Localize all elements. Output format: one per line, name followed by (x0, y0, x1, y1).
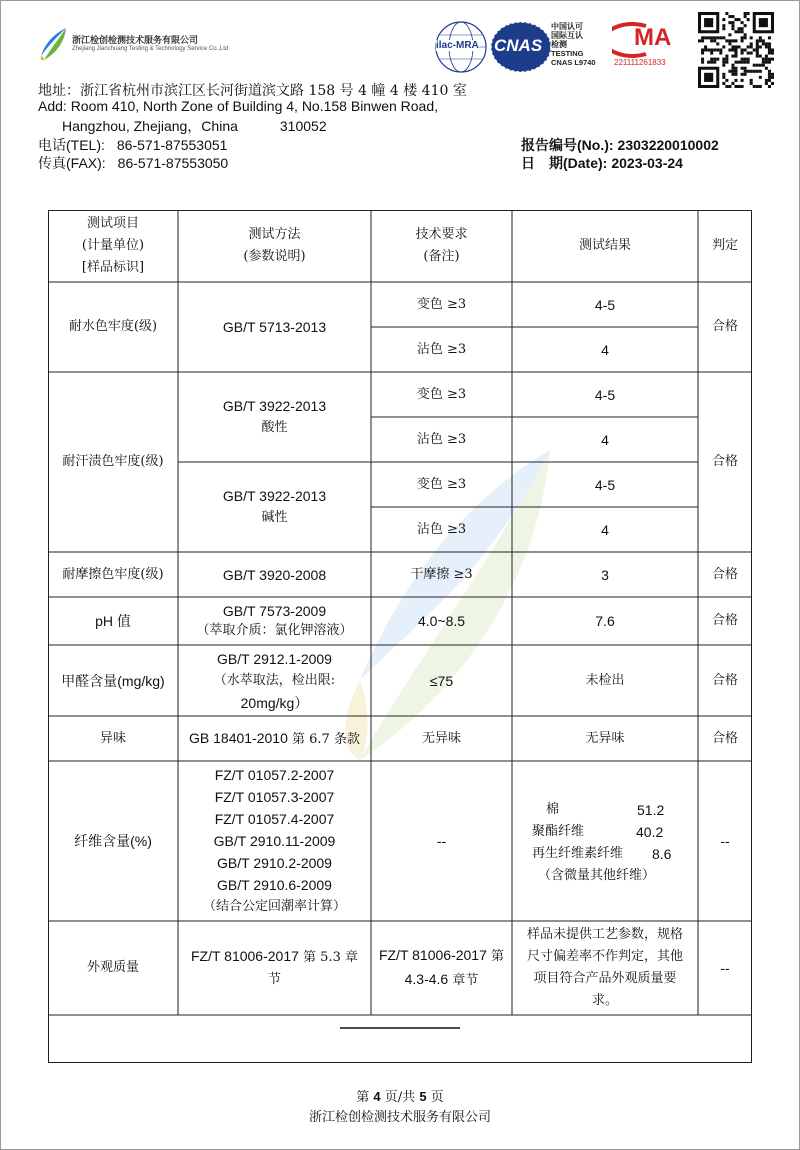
rub-item: 耐摩擦色牢度(级) (62, 566, 164, 582)
header-method-l1: 测试方法 (248, 227, 301, 242)
fiber-note: （含微量其他纤维） (538, 868, 656, 883)
ph-item (48, 597, 178, 645)
sweat-acid-result-2-text: 4 (601, 431, 609, 448)
fiber-verdict-text: -- (720, 833, 730, 849)
appearance-req-standard: FZ/T 81006-2017 (378, 947, 487, 963)
cnas-line-3: 检测 (551, 40, 567, 49)
rub-method-text: GB/T 3920-2008 (222, 566, 327, 583)
sweat-alkaline-req-2: 沾色 ≥3 (416, 521, 467, 537)
header-verdict: 判定 (711, 238, 738, 253)
fiber-comp-1-name: 棉 (546, 802, 560, 817)
report-number-label: 报告编号(No.): (521, 137, 614, 153)
report-date-value: 2023-03-24 (611, 155, 683, 171)
water-req-2: 沾色 ≥3 (416, 341, 467, 357)
fiber-comp-3-name: 再生纤维素纤维 (532, 846, 624, 861)
tel-line (38, 135, 227, 155)
water-result-2 (512, 327, 698, 372)
company-logo (38, 26, 298, 66)
sweat-acid-result-1 (512, 372, 698, 417)
water-result-1 (512, 282, 698, 327)
report-date (521, 153, 683, 173)
water-item: 耐水色牢度(级) (68, 319, 158, 334)
footer-company: 浙江检创检测技术服务有限公司 (308, 1110, 491, 1125)
fiber-req-text: -- (436, 833, 447, 849)
sweat-acid-result-1-text: 4-5 (594, 386, 616, 403)
fiber-methods (178, 761, 371, 921)
header-item-l1: 测试项目 (86, 216, 139, 231)
total-pages: 5 (419, 1089, 427, 1104)
fax-label: 传真(FAX): (38, 155, 106, 171)
formaldehyde-result: 未检出 (585, 672, 625, 688)
header-test-item (48, 210, 178, 282)
header-test-method (178, 210, 371, 282)
fiber-method-4: GB/T 2910.11-2009 (213, 833, 336, 849)
formaldehyde-req (371, 645, 512, 716)
rub-verdict: 合格 (711, 566, 738, 582)
formaldehyde-method-note-1: （水萃取法，检出限: (213, 672, 336, 688)
sweat-alkaline-method (178, 462, 371, 552)
address-en-line1: Add: Room 410, North Zone of Building 4, No.158 Binwen Road, (38, 98, 439, 114)
ph-method (178, 597, 371, 645)
tel-value: 86-571-87553051 (116, 137, 228, 153)
fiber-comp-2-value (636, 821, 663, 845)
water-result-1-text: 4-5 (594, 296, 616, 313)
sweat-acid-result-2 (512, 417, 698, 462)
address-cn-value: 浙江省杭州市滨江区长河街道滨文路 158 号 4 幢 4 楼 410 室 (80, 83, 467, 99)
fiber-comp-1-value-text: 51.2 (637, 802, 665, 818)
appearance-verdict-text: -- (720, 960, 730, 976)
fiber-comp-2-value-text: 40.2 (636, 824, 664, 840)
water-method (178, 282, 371, 372)
appearance-verdict (698, 921, 752, 1015)
sweat-alkaline-result-1-text: 4-5 (594, 476, 616, 493)
ph-method-note: （萃取介质：氯化钾溶液） (196, 623, 353, 638)
formaldehyde-method-note-2: 20mg/kg） (240, 694, 309, 711)
sweat-acid-req-1: 变色 ≥3 (416, 386, 467, 402)
header-result: 测试结果 (578, 238, 631, 253)
appearance-req-range: 4.3-4.6 (404, 971, 449, 987)
sweat-alkaline-result-1 (512, 462, 698, 507)
rub-req: 干摩擦 ≥3 (410, 566, 473, 582)
formaldehyde-verdict: 合格 (711, 672, 738, 688)
sweat-alkaline-method-text: GB/T 3922-2013 (222, 488, 327, 504)
odor-method (178, 716, 371, 761)
fiber-comp-1-value (637, 799, 664, 823)
ph-verdict: 合格 (711, 613, 738, 628)
cma-label: MA (634, 24, 672, 51)
report-date-label: 日 期(Date): (521, 155, 608, 171)
cnas-label: CNAS (494, 36, 543, 55)
cma-mark (612, 20, 680, 74)
report-number (521, 135, 719, 155)
ph-item-text: pH 值 (95, 613, 131, 629)
formaldehyde-req-text: ≤75 (429, 672, 454, 689)
appearance-result (512, 921, 698, 1015)
cnas-text-block (551, 22, 615, 67)
fax-line (38, 153, 228, 173)
company-name-cn: 浙江检创检测技术服务有限公司 (72, 35, 199, 45)
sweat-verdict: 合格 (711, 454, 738, 469)
company-logo-icon (38, 26, 70, 62)
odor-method-clause: 第 6.7 条款 (292, 731, 360, 747)
sweat-item: 耐汗渍色牢度(级) (62, 454, 164, 469)
header-item-l2: (计量单位) (81, 238, 145, 253)
formaldehyde-item-text: 甲醛含量(mg/kg) (61, 672, 165, 689)
header-req-l1: 技术要求 (415, 227, 468, 242)
odor-item: 异味 (99, 730, 126, 746)
results-table (48, 210, 752, 1063)
header-req-l2: (备注) (423, 249, 460, 264)
ilac-mra-mark (434, 20, 488, 74)
water-method-text: GB/T 5713-2013 (222, 319, 327, 335)
sweat-alkaline-req-1: 变色 ≥3 (416, 476, 467, 492)
fiber-method-2: FZ/T 01057.3-2007 (214, 789, 335, 805)
ilac-label: ilac-MRA (436, 40, 479, 51)
appearance-result-l2: 尺寸偏差率不作判定，其他 (526, 949, 683, 964)
ph-req-text: 4.0~8.5 (417, 613, 466, 629)
ph-result-text: 7.6 (595, 613, 615, 629)
appearance-item: 外观质量 (86, 960, 139, 975)
header-method-l2: (参数说明) (243, 249, 306, 264)
current-page: 4 (373, 1089, 381, 1104)
odor-method-standard: GB 18401-2010 (189, 729, 288, 746)
appearance-result-l3: 项目符合产品外观质量要 (533, 971, 677, 986)
fiber-method-3: FZ/T 01057.4-2007 (214, 811, 335, 827)
appearance-req-line-1 (379, 944, 504, 968)
rub-result-text: 3 (601, 566, 609, 583)
fiber-method-1: FZ/T 01057.2-2007 (214, 767, 335, 783)
water-result-2-text: 4 (601, 341, 609, 358)
water-verdict: 合格 (711, 319, 738, 334)
cnas-line-5: CNAS L9740 (551, 58, 596, 67)
appearance-req (371, 921, 512, 1015)
sweat-alkaline-result-2-text: 4 (601, 521, 609, 538)
fiber-method-note: （结合公定回潮率计算） (202, 899, 346, 914)
qr-code-icon (698, 12, 774, 88)
fiber-verdict (698, 761, 752, 921)
page-prefix: 第 (356, 1090, 370, 1105)
appearance-result-l4: 求。 (591, 993, 618, 1008)
formaldehyde-method (178, 645, 371, 716)
address-cn (38, 80, 467, 100)
sweat-acid-method (178, 372, 371, 462)
address-en-line2 (62, 116, 327, 136)
appearance-method-line-1 (191, 945, 358, 969)
appearance-req-line-2 (405, 968, 479, 992)
header-item-l3: [样品标识] (81, 260, 145, 275)
sweat-alkaline-result-2 (512, 507, 698, 552)
page-middle: 页/共 (384, 1090, 416, 1105)
water-req-1: 变色 ≥3 (416, 296, 467, 312)
cnas-line-1: 中国认可 (551, 22, 583, 31)
sweat-acid-method-text: GB/T 3922-2013 (222, 398, 327, 414)
fiber-item (48, 761, 178, 921)
odor-verdict: 合格 (711, 730, 738, 746)
tel-label: 电话(TEL): (38, 137, 105, 153)
rub-result (512, 552, 698, 597)
header-requirement (371, 210, 512, 282)
ph-result (512, 597, 698, 645)
odor-method-line (189, 727, 360, 751)
sweat-alkaline-note: 碱性 (261, 510, 288, 525)
cnas-line-4: TESTING (551, 49, 584, 58)
appearance-method-line-2: 节 (267, 972, 281, 987)
ph-method-text: GB/T 7573-2009 (222, 603, 327, 619)
sweat-acid-note: 酸性 (261, 420, 288, 435)
fiber-comp-3-value-text: 8.6 (652, 846, 672, 862)
formaldehyde-item (48, 645, 178, 716)
page-number (0, 1086, 800, 1105)
ph-req (371, 597, 512, 645)
company-name-en: Zhejiang Jianchuang Testing & Technology Service Co.,Ltd (72, 46, 229, 52)
fiber-req (371, 761, 512, 921)
fiber-comp-3-value (652, 843, 671, 867)
odor-req: 无异味 (421, 730, 461, 746)
fiber-comp-2-name: 聚酯纤维 (532, 824, 585, 839)
appearance-method-clause: 第 5.3 章 (303, 950, 358, 965)
appearance-req-prefix: 第 (491, 949, 505, 964)
address-city: Hangzhou, Zhejiang，China (62, 118, 238, 134)
fax-value: 86-571-87553050 (117, 155, 229, 171)
odor-result: 无异味 (585, 730, 625, 746)
cma-number: 221111261833 (614, 58, 666, 67)
address-postcode: 310052 (279, 118, 327, 134)
appearance-result-l1: 样品未提供工艺参数，规格 (526, 927, 683, 942)
fiber-method-6: GB/T 2910.6-2009 (217, 877, 332, 893)
sweat-acid-req-2: 沾色 ≥3 (416, 431, 467, 447)
formaldehyde-method-text: GB/T 2912.1-2009 (217, 650, 332, 667)
fiber-method-5: GB/T 2910.2-2009 (217, 855, 332, 871)
appearance-method (178, 921, 371, 1015)
report-number-value: 2303220010002 (617, 137, 719, 153)
cnas-line-2: 国际互认 (551, 31, 583, 40)
cnas-mark (490, 20, 552, 74)
fiber-item-text: 纤维含量(%) (74, 833, 152, 849)
appearance-req-suffix: 章节 (452, 973, 479, 988)
page-suffix: 页 (430, 1090, 444, 1105)
address-cn-label: 地址： (38, 83, 80, 99)
rub-method (178, 552, 371, 597)
appearance-method-standard: FZ/T 81006-2017 (190, 948, 299, 964)
